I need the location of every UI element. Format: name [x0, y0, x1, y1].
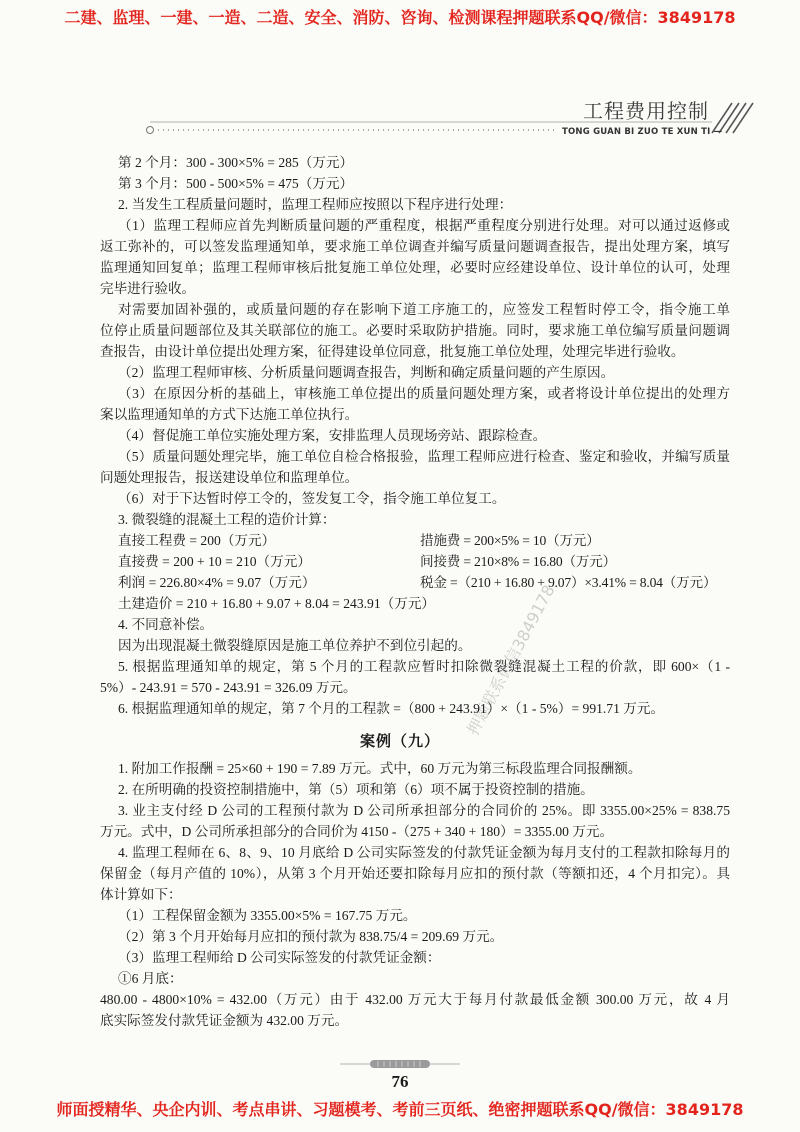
- answer-2-reinforce-line: 位停止质量问题部位及其关联部位的施工。必要时采取防护措施。同时，要求施工单位编写质量问题调: [100, 323, 730, 338]
- case9-june-calc-line: 480.00 - 4800×10% = 432.00（万元）由于 432.00 万元大于每月付款最低金额 300.00 万元，故 4 月: [100, 992, 730, 1007]
- answer-2-step1-line: （1）监理工程师应首先判断质量问题的严重程度，根据严重程度分别进行处理。对可以通过返修或: [118, 218, 730, 233]
- cost-calc-row: [100, 572, 730, 593]
- case9-june-label: ①6 月底：: [118, 971, 183, 986]
- answer-2-step5-line: 问题处理报告，报送建设单位和监理单位。: [100, 470, 359, 485]
- case9-payment-certificate: （3）监理工程师给 D 公司实际签发的付款凭证金额：: [118, 950, 441, 965]
- answer-2-step1-line: 监理通知回复单；监理工程师审核后批复施工单位处理，必要时应经建设单位、设计单位的认可，处理: [100, 260, 730, 275]
- answer-2-reinforce-line: 对需要加固补强的，或质量问题的存在影响下道工序施工的，应签发工程暂时停工令，指令施工单: [118, 302, 730, 317]
- answer-6: 6. 根据监理通知单的规定，第 7 个月的工程款 =（800 + 243.91）×（1 - 5%）= 991.71 万元。: [118, 701, 665, 716]
- case9-answer-1: 1. 附加工作报酬 = 25×60 + 190 = 7.89 万元。式中，60 万元为第三标段监理合同报酬额。: [118, 761, 642, 776]
- case9-answer-4-line: 保留金（每月产值的 10%），从第 3 个月开始还要扣除每月应扣的预付款（等额扣还，4 个月扣完）。具: [100, 866, 730, 881]
- case9-answer-3-line: 万元。式中，D 公司所承担部分的合同价为 4150 -（275 + 340 + 180）= 3355.00 万元。: [100, 824, 614, 839]
- answer-4: 4. 不同意补偿。: [118, 617, 214, 632]
- case9-answer-3-line: 3. 业主支付经 D 公司的工程预付款为 D 公司所承担部分的合同价的 25%。即 3355.00×25% = 838.75: [118, 803, 730, 818]
- tax: 税金 =（210 + 16.80 + 9.07）×3.41% = 8.04（万元）: [420, 575, 717, 590]
- top-promo-banner: 二建、监理、一建、一造、二造、安全、消防、咨询、检测课程押题联系QQ/微信：3849178: [64, 8, 736, 27]
- answer-2-step5-line: （5）质量问题处理完毕，施工单位自检合格报验，监理工程师应进行检查、鉴定和验收，并编写质量: [118, 449, 730, 464]
- month-2-calc: 第 2 个月：300 - 300×5% = 285（万元）: [118, 155, 354, 170]
- case9-answer-4-line: 4. 监理工程师在 6、8、9、10 月底给 D 公司实际签发的付款凭证金额为每月支付的工程款扣除每月的: [118, 845, 730, 860]
- answer-2-step1-line: 完毕进行验收。: [100, 281, 196, 296]
- answer-2-intro: 2. 当发生工程质量问题时，监理工程师应按照以下程序进行处理：: [118, 197, 513, 212]
- answer-2-step2: （2）监理工程师审核、分析质量问题调查报告，判断和确定质量问题的产生原因。: [118, 365, 615, 380]
- running-header-subtitle: TONG GUAN BI ZUO TE XUN TI —: [562, 127, 723, 137]
- case9-june-calc-line: 底实际签发付款凭证金额为 432.00 万元。: [100, 1013, 349, 1028]
- measures-cost: 措施费 = 200×5% = 10（万元）: [420, 533, 600, 548]
- case9-answer-4-line: 体计算如下：: [100, 887, 182, 902]
- answer-2-reinforce-line: 查报告，由设计单位提出处理方案，征得建设单位同意，批复施工单位处理，处理完毕进行验收。: [100, 344, 685, 359]
- case9-retention: （1）工程保留金额为 3355.00×5% = 167.75 万元。: [118, 908, 417, 923]
- page-body: [100, 152, 730, 1031]
- bottom-promo-banner: 师面授精华、央企内训、考点串讲、习题模考、考前三页纸、绝密押题联系QQ/微信：3849178: [56, 1100, 744, 1119]
- answer-2-step4: （4）督促施工单位实施处理方案，安排监理人员现场旁站、跟踪检查。: [118, 428, 547, 443]
- answer-2-step6: （6）对于下达暂时停工令的，签发复工令，指令施工单位复工。: [118, 491, 506, 506]
- indirect-cost: 间接费 = 210×8% = 16.80（万元）: [420, 554, 617, 569]
- cost-calc-row: [100, 530, 730, 551]
- answer-5-line: 5. 根据监理通知单的规定，第 5 个月的工程款应暂时扣除微裂缝混凝土工程的价款，即 600×（1 -: [118, 659, 730, 674]
- cost-calc-row: [100, 551, 730, 572]
- case-heading: 案例（九）: [359, 732, 440, 750]
- answer-3-intro: 3. 微裂缝的混凝土工程的造价计算：: [118, 512, 336, 527]
- direct-engineering-cost: 直接工程费 = 200（万元）: [118, 533, 276, 548]
- header-circle-mark: [147, 127, 154, 134]
- case9-answer-2: 2. 在所明确的投资控制措施中，第（5）项和第（6）项不属于投资控制的措施。: [118, 782, 594, 797]
- answer-2-step1-line: 返工弥补的，可以签发监理通知单，要求施工单位调查并编写质量问题调查报告，提出处理方案，填写: [100, 239, 730, 254]
- direct-cost: 直接费 = 200 + 10 = 210（万元）: [118, 554, 311, 569]
- footer-ornament: [330, 1057, 470, 1071]
- answer-2-step3-line: （3）在原因分析的基础上，审核施工单位提出的质量问题处理方案，或者将设计单位提出的处理方: [118, 386, 730, 401]
- month-3-calc: 第 3 个月：500 - 500×5% = 475（万元）: [118, 176, 354, 191]
- civil-works-total: 土建造价 = 210 + 16.80 + 9.07 + 8.04 = 243.91（万元）: [118, 596, 436, 611]
- answer-5-line: 5%）- 243.91 = 570 - 243.91 = 326.09 万元。: [100, 680, 357, 695]
- case9-advance-deduction: （2）第 3 个月开始每月应扣的预付款为 838.75/4 = 209.69 万元。: [118, 929, 504, 944]
- answer-2-step3-line: 案以监理通知单的方式下达施工单位执行。: [100, 407, 359, 422]
- page-number: 76: [391, 1072, 409, 1091]
- profit: 利润 = 226.80×4% = 9.07（万元）: [118, 575, 316, 590]
- watermark: 押题联系微信3849178: [463, 581, 559, 739]
- answer-4-reason: 因为出现混凝土微裂缝原因是施工单位养护不到位引起的。: [118, 638, 472, 653]
- running-header-title: 工程费用控制: [583, 99, 709, 123]
